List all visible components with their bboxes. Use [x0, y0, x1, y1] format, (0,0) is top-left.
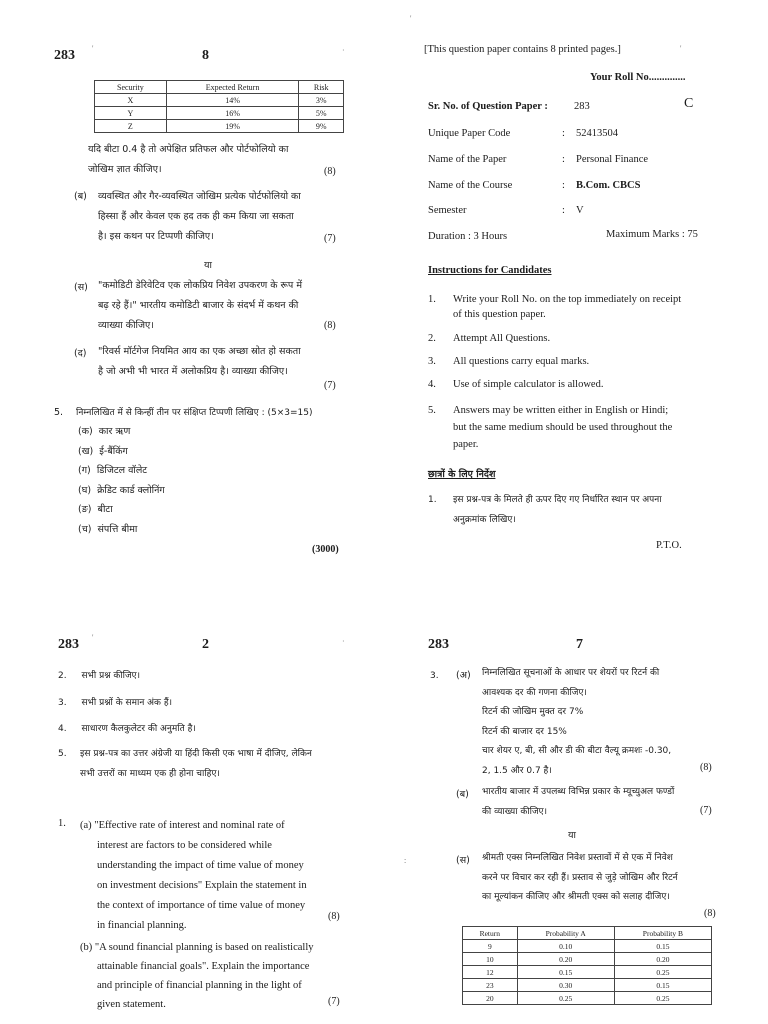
table-cell: 16%: [166, 107, 299, 120]
question-number: 1.: [58, 818, 66, 829]
text-line: in financial planning.: [97, 920, 187, 931]
table-cell: 0.25: [614, 992, 711, 1005]
table-row: [463, 940, 712, 953]
table-header-cell: Probability B: [614, 927, 711, 940]
table-cell: 10: [463, 953, 518, 966]
text-line: and principle of financial planning in the light of: [97, 980, 302, 991]
text-line: भारतीय बाजार में उपलब्ध विभिन्न प्रकार के म्यूच्युअल फण्डों: [482, 787, 675, 797]
scan-speck: ': [92, 633, 94, 642]
page-number: 7: [576, 637, 583, 652]
table-header-row: [463, 927, 712, 940]
text-line: की व्याख्या कीजिए।: [482, 806, 548, 817]
question-b: [98, 187, 360, 247]
list-item: (ग) डिजिटल वॉलेट: [78, 465, 148, 476]
table-header-cell: Probability A: [517, 927, 614, 940]
instruction-item: 5. Answers may be written either in English or Hindi; but the same medium should be used throughout the paper.: [428, 405, 673, 450]
text-line: श्रीमती एक्स निम्नलिखित निवेश प्रस्तावों में से एक में निवेश: [482, 853, 673, 863]
table-row: [463, 979, 712, 992]
scan-speck: ·: [342, 46, 345, 55]
table-cell: Y: [95, 107, 167, 120]
marks: (8): [700, 762, 712, 773]
serial-value: 283: [574, 101, 590, 112]
marks: (8): [328, 911, 340, 922]
text-line: व्याख्या कीजिए।: [98, 320, 154, 331]
hindi-instruction-item: 4. साधारण कैलकुलेटर की अनुमति है।: [58, 724, 196, 734]
table-row: [95, 94, 344, 107]
hindi-instruction-item: 5. इस प्रश्न-पत्र का उत्तर अंग्रेजी या हिंदी किसी एक भाषा में दीजिए, लेकिन सभी उत्तरों का माध्यम एक ही होना चाहिए।: [58, 749, 312, 779]
hindi-instruction-item: 3. सभी प्रश्नों के समान अंक हैं।: [58, 698, 173, 708]
question-1b: [80, 938, 360, 1014]
scan-speck: ': [92, 44, 94, 53]
question-5: निम्नलिखित में से किन्हीं तीन पर संक्षिप्त टिप्पणी लिखिए : (5×3=15): [76, 408, 313, 418]
list-item: (घ) क्रेडिट कार्ड क्लोनिंग: [78, 484, 165, 496]
duration: Duration : 3 Hours: [428, 231, 508, 242]
marks: (7): [324, 233, 336, 244]
text-line: व्यवस्थित और गैर-व्यवस्थित जोखिम प्रत्येक पोर्टफोलियो का: [98, 191, 301, 202]
text-line: (b) "A sound financial planning is based on realistically: [80, 942, 314, 953]
question-d: [98, 342, 360, 382]
list-item: (ङ) बीटा: [78, 504, 113, 515]
table-cell: 0.30: [517, 979, 614, 992]
marks: (7): [700, 805, 712, 816]
security-table: [94, 80, 344, 133]
table-row: [95, 120, 344, 133]
text-line: बढ़ रहे हैं।" भारतीय कमोडिटी बाजार के संदर्भ में कथन की: [98, 300, 299, 311]
question-number: 5.: [54, 407, 64, 418]
question-3b: [482, 783, 728, 822]
table-row: [463, 953, 712, 966]
table-cell: 0.20: [517, 953, 614, 966]
instructions-title: Instructions for Candidates: [428, 265, 552, 276]
text-line: the context of importance of time value of money: [97, 900, 306, 911]
returns-table: [462, 926, 712, 1005]
text-line: attainable financial goals". Explain the importance: [97, 961, 310, 972]
text-line: (a) "Effective rate of interest and nominal rate of: [80, 820, 285, 831]
roll-number: Your Roll No..............: [590, 72, 686, 83]
text-line: चार शेयर ए, बी, सी और डी की बीटा वैल्यू क्रमशः -0.30,: [482, 746, 672, 756]
list-item: (ख) ई-बैंकिंग: [78, 445, 128, 457]
maximum-marks: Maximum Marks : 75: [606, 229, 698, 240]
or-divider: या: [204, 260, 212, 271]
text-line: आवश्यक दर की गणना कीजिए।: [482, 687, 587, 698]
question-3a: [482, 664, 728, 781]
table-cell: 9%: [299, 120, 344, 133]
scan-speck: ': [410, 14, 412, 23]
text-line: है जो अभी भी भारत में अलोकप्रिय है। व्याख्या कीजिए।: [98, 366, 288, 377]
table-cell: 9: [463, 940, 518, 953]
marks: (7): [324, 380, 336, 391]
paper-number: 283: [428, 637, 449, 652]
paper-number: 283: [58, 637, 79, 652]
page-footer: (3000): [312, 544, 339, 555]
text-line: का मूल्यांकन कीजिए और श्रीमती एक्स को सलाह दीजिए।: [482, 892, 670, 902]
text-line: interest are factors to be considered while: [97, 840, 272, 851]
table-header-cell: Expected Return: [166, 81, 299, 94]
marks: (8): [324, 166, 336, 177]
page-number: 2: [202, 637, 209, 652]
table-header-cell: Security: [95, 81, 167, 94]
text-line: हिस्सा हैं और केवल एक हद तक ही कम किया जा सकता: [98, 211, 294, 222]
table-cell: Z: [95, 120, 167, 133]
text-line: करने पर विचार कर रही हैं। प्रस्ताव से जुड़े जोखिम और रिटर्न: [482, 872, 678, 883]
instruction-item: 3. All questions carry equal marks.: [428, 356, 590, 367]
table-row: [463, 992, 712, 1005]
text-line: on investment decisions" Explain the statement in: [97, 880, 307, 891]
text-line: "रिवर्स मॉर्टगेज नियमित आय का एक अच्छा स्रोत हो सकता: [98, 346, 301, 357]
table-header-row: [95, 81, 344, 94]
table-header-cell: Risk: [299, 81, 344, 94]
text-line: रिटर्न की बाजार दर 15%: [482, 726, 567, 737]
text-line: understanding the impact of time value of money: [97, 860, 304, 871]
instruction-item: 4. Use of simple calculator is allowed.: [428, 379, 604, 390]
table-header-cell: Return: [463, 927, 518, 940]
marks: (7): [328, 996, 340, 1007]
question-1a: [80, 816, 360, 936]
question-label: (द): [74, 348, 87, 359]
question-continued: [88, 140, 358, 180]
question-label: (स): [456, 855, 470, 866]
set-code: C: [684, 96, 694, 111]
text-line: जोखिम ज्ञात कीजिए।: [88, 164, 162, 175]
question-label: (अ): [456, 670, 471, 681]
list-item: (क) कार ऋण: [78, 426, 131, 437]
text-line: रिटर्न की जोखिम मुक्त दर 7%: [482, 707, 584, 717]
q5-list: [78, 422, 165, 539]
or-divider: या: [568, 830, 576, 841]
text-line: है। इस कथन पर टिप्पणी कीजिए।: [98, 231, 214, 242]
marks: (8): [324, 320, 336, 331]
paper-number: 283: [54, 48, 75, 63]
table-cell: 3%: [299, 94, 344, 107]
scan-speck: :: [404, 856, 407, 865]
table-cell: 0.15: [614, 940, 711, 953]
table-cell: 0.25: [614, 966, 711, 979]
table-cell: X: [95, 94, 167, 107]
table-cell: 12: [463, 966, 518, 979]
text-line: यदि बीटा 0.4 है तो अपेक्षित प्रतिफल और पोर्टफोलियो का: [88, 144, 289, 155]
text-line: 2, 1.5 और 0.7 है।: [482, 765, 552, 776]
marks: (8): [704, 908, 716, 919]
question-label: (ब): [456, 789, 469, 800]
page-number: 8: [202, 48, 209, 63]
hindi-instruction-item: 2. सभी प्रश्न कीजिए।: [58, 671, 141, 681]
hindi-instructions-title: छात्रों के लिए निर्देश: [428, 469, 496, 480]
table-cell: 0.15: [517, 966, 614, 979]
hindi-instruction-item: 1. इस प्रश्न-पत्र के मिलते ही ऊपर दिए गए निर्धारित स्थान पर अपना अनुक्रमांक लिखिए।: [428, 495, 662, 525]
serial-label: Sr. No. of Question Paper :: [428, 101, 548, 112]
table-cell: 0.10: [517, 940, 614, 953]
table-cell: 0.20: [614, 953, 711, 966]
question-s: [98, 276, 360, 336]
table-cell: 0.15: [614, 979, 711, 992]
question-3s: [482, 849, 728, 908]
scan-speck: ·: [342, 637, 345, 646]
table-cell: 20: [463, 992, 518, 1005]
question-label: (ब): [74, 191, 87, 202]
text-line: निम्नलिखित सूचनाओं के आधार पर शेयरों पर रिटर्न की: [482, 668, 660, 678]
table-row: [95, 107, 344, 120]
table-cell: 19%: [166, 120, 299, 133]
instruction-item: 1. Write your Roll No. on the top immediately on receipt of this question paper.: [428, 294, 682, 320]
table-cell: 0.25: [517, 992, 614, 1005]
list-item: (च) संपत्ति बीमा: [78, 523, 138, 535]
table-cell: 23: [463, 979, 518, 992]
table-row: [463, 966, 712, 979]
question-number: 3.: [430, 671, 439, 681]
instruction-item: 2. Attempt All Questions.: [428, 333, 551, 344]
text-line: "कमोडिटी डेरिवेटिव एक लोकप्रिय निवेश उपकरण के रूप में: [98, 280, 303, 291]
pto-label: P.T.O.: [656, 540, 682, 551]
scan-speck: ': [680, 44, 682, 53]
question-label: (स): [74, 282, 88, 293]
printed-pages-notice: [This question paper contains 8 printed pages.]: [424, 44, 621, 55]
table-cell: 5%: [299, 107, 344, 120]
text-line: given statement.: [97, 999, 166, 1010]
table-cell: 14%: [166, 94, 299, 107]
